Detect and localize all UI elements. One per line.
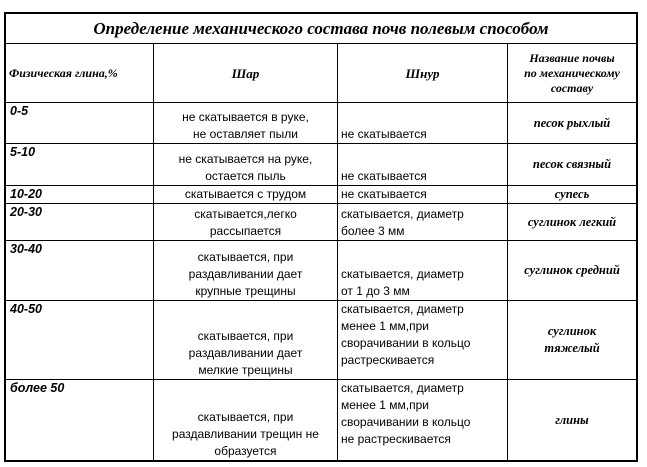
table-row — [6, 240, 636, 300]
shnur-cell — [338, 103, 508, 143]
soil-table — [4, 12, 638, 462]
header-name-line: по механическому — [524, 65, 620, 80]
shar-cell — [154, 103, 338, 143]
soil-name-cell — [508, 186, 636, 203]
glina-cell: 30-40 — [6, 241, 154, 300]
shar-line: не скатывается в руке, — [182, 110, 309, 124]
header-glina: Физическая глина,% — [6, 44, 154, 102]
soil-name-cell — [508, 144, 636, 185]
shnur-cell — [338, 186, 508, 203]
shnur-line: не скатывается — [341, 127, 427, 141]
soil-name-cell — [508, 241, 636, 300]
glina-cell: 10-20 — [6, 186, 154, 203]
shnur-line: не скатывается — [341, 187, 427, 201]
shar-line: раздавливании дает — [188, 346, 303, 360]
soil-name-cell — [508, 204, 636, 240]
shar-line: скатывается с трудом — [184, 187, 307, 201]
header-name-line: Название почвы — [529, 50, 615, 65]
table-row — [6, 185, 636, 203]
shar-line: крупные трещины — [195, 284, 296, 298]
shar-line: раздавливании дает — [188, 267, 303, 281]
glina-cell: 5-10 — [6, 144, 154, 185]
shar-line: мелкие трещины — [198, 363, 293, 377]
shnur-line: менее 1 мм,при — [341, 319, 429, 333]
shar-line: скатывается,легко — [194, 207, 297, 221]
header-name-line: составу — [550, 80, 594, 95]
shar-line: скатывается, при — [197, 410, 294, 424]
shnur-line: не растрескивается — [341, 432, 451, 446]
shar-line: раздавливании трещин не — [172, 427, 319, 441]
shar-line: не скатывается на руке, — [178, 152, 313, 166]
shnur-line: не скатывается — [341, 169, 427, 183]
shnur-line: менее 1 мм,при — [341, 398, 429, 412]
header-row — [6, 44, 636, 102]
table-row — [6, 203, 636, 240]
shar-line: скатывается, при — [197, 329, 294, 343]
header-shar: Шар — [154, 44, 338, 102]
soil-name: глины — [555, 412, 589, 427]
soil-name-cell — [508, 301, 636, 379]
soil-name: суглинок средний — [524, 263, 620, 277]
glina-cell: 20-30 — [6, 204, 154, 240]
glina-cell: 40-50 — [6, 301, 154, 379]
shar-line: образуется — [214, 444, 277, 458]
shar-cell — [154, 380, 338, 460]
shnur-line: сворачивании в кольцо — [341, 415, 471, 429]
shnur-cell — [338, 241, 508, 300]
shar-cell — [154, 301, 338, 379]
soil-name: песок связный — [532, 157, 612, 171]
table-row — [6, 300, 636, 379]
shar-line: остается пыль — [205, 169, 286, 183]
shnur-cell — [338, 301, 508, 379]
table-title: Определение механического состава почв полевым способом — [6, 14, 636, 44]
table-row — [6, 379, 636, 460]
shnur-line: растрескивается — [341, 353, 435, 367]
header-name — [508, 44, 636, 102]
soil-name-cell — [508, 103, 636, 143]
table-row — [6, 143, 636, 185]
shnur-line: скатывается, диаметр — [341, 302, 464, 316]
shar-cell — [154, 144, 338, 185]
shar-line: скатывается, при — [197, 250, 294, 264]
shnur-line: сворачивании в кольцо — [341, 336, 471, 350]
shar-cell — [154, 204, 338, 240]
shnur-line: скатывается, диаметр — [341, 381, 464, 395]
shar-line: не оставляет пыли — [193, 127, 298, 141]
soil-name-cell — [508, 380, 636, 460]
glina-cell: более 50 — [6, 380, 154, 460]
glina-cell: 0-5 — [6, 103, 154, 143]
soil-name: суглинок — [547, 324, 597, 338]
soil-name: тяжелый — [544, 341, 600, 355]
shar-cell — [154, 241, 338, 300]
table-row — [6, 102, 636, 143]
shnur-line: скатывается, диаметр — [341, 207, 464, 221]
soil-name: супесь — [554, 187, 590, 201]
shnur-cell — [338, 204, 508, 240]
shnur-line: скатывается, диаметр — [341, 267, 464, 281]
soil-name: суглинок легкий — [527, 214, 617, 229]
shnur-cell — [338, 144, 508, 185]
shar-cell — [154, 186, 338, 203]
shar-line: рассыпается — [209, 224, 282, 238]
shnur-line: более 3 мм — [341, 224, 405, 238]
header-shnur: Шнур — [338, 44, 508, 102]
soil-name: песок рыхлый — [533, 115, 611, 130]
shnur-cell — [338, 380, 508, 460]
shnur-line: от 1 до 3 мм — [341, 284, 410, 298]
